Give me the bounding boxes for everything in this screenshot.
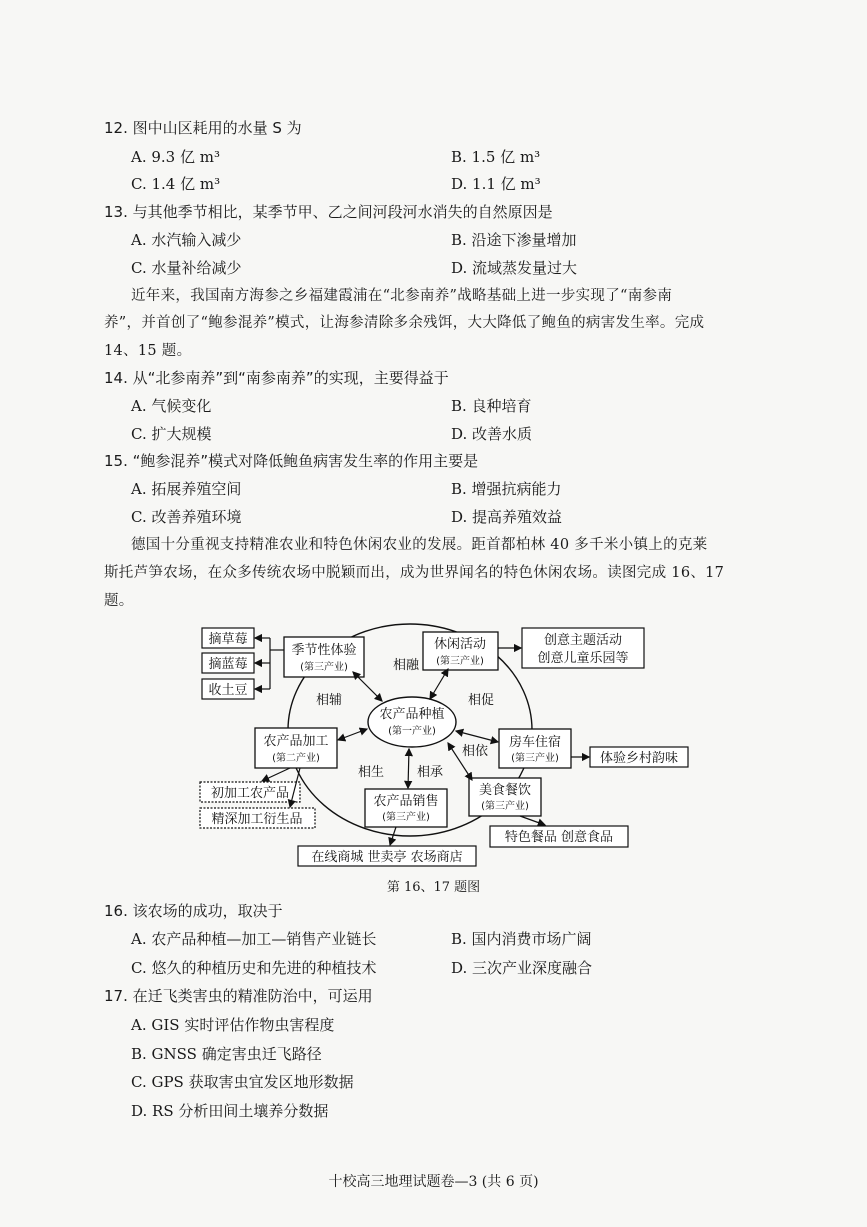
q16-option-b[interactable]: B. 国内消费市场广阔	[451, 930, 592, 948]
relation-fu: 相辅	[316, 693, 343, 708]
q12-stem: 12. 图中山区耗用的水量 S 为	[104, 119, 302, 137]
passage2-line3: 题。	[104, 593, 134, 609]
node-food	[469, 778, 541, 816]
leaf-blueberry	[202, 653, 254, 673]
svg-text:创意主题活动: 创意主题活动	[543, 633, 623, 648]
leaf-raw	[200, 782, 300, 802]
q17-option-c[interactable]: C. GPS 获取害虫宜发区地形数据	[131, 1073, 354, 1091]
svg-text:摘蓝莓: 摘蓝莓	[208, 657, 248, 672]
q15-option-a[interactable]: A. 拓展养殖空间	[131, 480, 242, 498]
figure-caption: 第 16、17 题图	[386, 880, 481, 895]
passage1-line2: 养”，并首创了“鲍参混养”模式，让海参清除多余残饵，大大降低了鲍鱼的病害发生率。完成	[104, 315, 705, 331]
center-sub: (第一产业)	[388, 726, 436, 737]
svg-text:创意儿童乐园等: 创意儿童乐园等	[537, 651, 629, 666]
leaf-creative	[522, 628, 644, 668]
svg-text:收土豆: 收土豆	[208, 683, 248, 698]
svg-text:(第三产业): (第三产业)	[511, 753, 559, 764]
svg-text:农产品加工: 农产品加工	[263, 734, 329, 749]
leaf-dishes	[490, 826, 628, 847]
q17-option-b[interactable]: B. GNSS 确定害虫迁飞路径	[131, 1045, 322, 1063]
passage1-line3: 14、15 题。	[104, 343, 192, 359]
node-processing	[255, 728, 337, 768]
leaf-shops	[298, 846, 476, 866]
svg-text:季节性体验: 季节性体验	[291, 643, 357, 658]
svg-text:(第三产业): (第三产业)	[382, 812, 430, 823]
relation-yi: 相依	[462, 744, 489, 759]
relation-rong: 相融	[393, 658, 420, 673]
q13-stem: 13. 与其他季节相比，某季节甲、乙之间河段河水消失的自然原因是	[104, 203, 553, 221]
q16-option-c[interactable]: C. 悠久的种植历史和先进的种植技术	[131, 959, 377, 977]
passage2-line1: 德国十分重视支持精准农业和特色休闲农业的发展。距首都柏林 40 多千米小镇上的克莱	[131, 537, 708, 553]
q15-option-c[interactable]: C. 改善养殖环境	[131, 508, 242, 526]
q13-option-a[interactable]: A. 水汽输入减少	[131, 231, 242, 249]
svg-text:在线商城 世卖亭 农场商店: 在线商城 世卖亭 农场商店	[311, 850, 463, 865]
relation-sheng: 相生	[358, 765, 385, 780]
leaf-village	[590, 747, 688, 767]
svg-text:初加工农产品: 初加工农产品	[210, 786, 290, 801]
center-ellipse	[368, 697, 456, 747]
q14-option-a[interactable]: A. 气候变化	[131, 397, 212, 415]
node-leisure	[423, 632, 498, 670]
passage2-line2: 斯托芦笋农场，在众多传统农场中脱颖而出，成为世界闻名的特色休闲农场。读图完成 16、17	[104, 565, 725, 581]
leaf-strawberry	[202, 628, 254, 648]
q13-option-b[interactable]: B. 沿途下渗量增加	[451, 231, 577, 249]
svg-text:(第三产业): (第三产业)	[481, 801, 529, 812]
svg-text:休闲活动: 休闲活动	[433, 637, 487, 652]
q17-stem: 17. 在迁飞类害虫的精准防治中，可运用	[104, 987, 373, 1005]
svg-text:(第二产业): (第二产业)	[272, 753, 320, 764]
q16-option-a[interactable]: A. 农产品种植—加工—销售产业链长	[131, 930, 377, 948]
svg-text:(第三产业): (第三产业)	[436, 656, 484, 667]
svg-text:特色餐品 创意食品: 特色餐品 创意食品	[504, 830, 614, 845]
svg-text:(第三产业): (第三产业)	[300, 662, 348, 673]
q17-option-a[interactable]: A. GIS 实时评估作物虫害程度	[131, 1016, 335, 1034]
svg-text:精深加工衍生品: 精深加工衍生品	[211, 812, 303, 827]
page-footer: 十校高三地理试题卷—3 (共 6 页)	[328, 1174, 539, 1190]
q16-stem: 16. 该农场的成功，取决于	[104, 902, 283, 920]
q16-option-d[interactable]: D. 三次产业深度融合	[451, 959, 593, 977]
svg-text:美食餐饮: 美食餐饮	[478, 783, 532, 798]
q15-stem: 15. “鲍参混养”模式对降低鲍鱼病害发生率的作用主要是	[104, 452, 479, 470]
q12-option-c[interactable]: C. 1.4 亿 m³	[131, 175, 221, 193]
svg-text:房车住宿: 房车住宿	[508, 735, 562, 750]
node-seasonal	[284, 637, 364, 677]
q14-stem: 14. 从“北参南养”到“南参南养”的实现，主要得益于	[104, 369, 449, 387]
q15-option-b[interactable]: B. 增强抗病能力	[451, 480, 562, 498]
leaf-deep	[200, 808, 315, 828]
q13-option-c[interactable]: C. 水量补给减少	[131, 259, 242, 277]
relation-cu: 相促	[468, 693, 495, 708]
leaf-potato	[202, 679, 254, 699]
q12-option-b[interactable]: B. 1.5 亿 m³	[451, 148, 541, 166]
q14-option-d[interactable]: D. 改善水质	[451, 425, 533, 443]
q12-option-a[interactable]: A. 9.3 亿 m³	[131, 148, 220, 166]
q14-option-c[interactable]: C. 扩大规模	[131, 425, 212, 443]
q17-option-d[interactable]: D. RS 分析田间土壤养分数据	[131, 1102, 329, 1120]
passage1-line1: 近年来，我国南方海参之乡福建霞浦在“北参南养”战略基础上进一步实现了“南参南	[131, 288, 673, 304]
svg-text:农产品销售: 农产品销售	[373, 794, 439, 809]
svg-text:摘草莓: 摘草莓	[208, 632, 248, 647]
q14-option-b[interactable]: B. 良种培育	[451, 397, 532, 415]
relation-cheng: 相承	[417, 765, 444, 780]
q12-option-d[interactable]: D. 1.1 亿 m³	[451, 175, 541, 193]
q15-option-d[interactable]: D. 提高养殖效益	[451, 508, 563, 526]
node-rv	[499, 729, 571, 768]
svg-text:体验乡村韵味: 体验乡村韵味	[599, 751, 679, 766]
node-sales	[365, 789, 447, 827]
q13-option-d[interactable]: D. 流域蒸发量过大	[451, 259, 578, 277]
center-title: 农产品种植	[379, 707, 445, 722]
